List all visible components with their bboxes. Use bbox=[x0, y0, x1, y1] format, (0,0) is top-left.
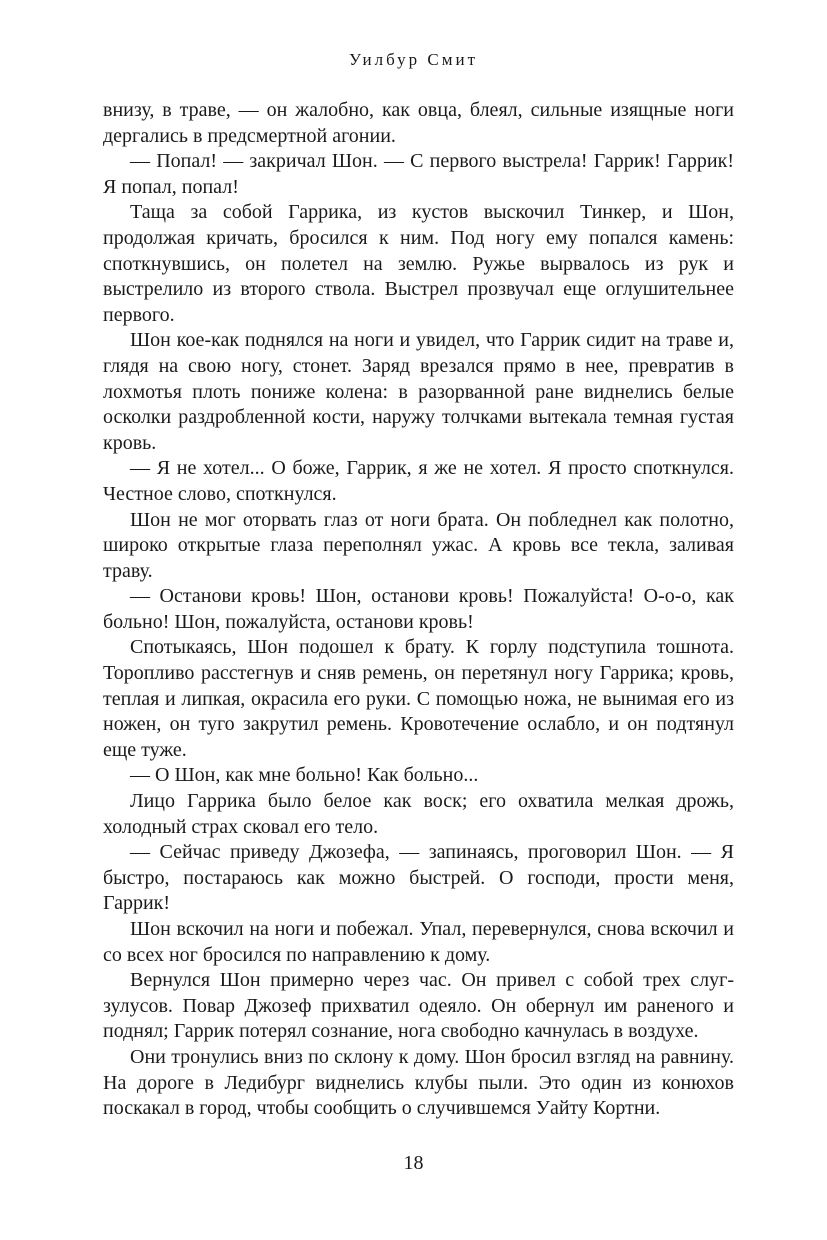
running-title: Уилбур Смит bbox=[349, 50, 478, 69]
paragraph: Шон кое-как поднялся на ноги и увидел, что Гаррик сидит на траве и, глядя на свою ногу, стонет. Заряд врезался прямо в нее, превратив в лохмотья плоть пониже колена: в разорванной ране виднелись белые осколки раздробленной кости, наружу толчками вытекала темная густая кровь. bbox=[103, 329, 734, 454]
page-number: 18 bbox=[403, 1152, 424, 1174]
paragraph: Таща за собой Гаррика, из кустов выскочил Тинкер, и Шон, продолжая кричать, бросился к ним. Под ногу ему попался камень: споткнувшись, он полетел на землю. Ружье вырвалось из рук и выстрелило из второго ствола. Выстрел прозвучал еще оглушительнее первого. bbox=[103, 201, 734, 326]
paragraph: — Останови кровь! Шон, останови кровь! Пожалуйста! О-о-о, как больно! Шон, пожалуйста, останови кровь! bbox=[103, 585, 734, 633]
paragraph: Шон не мог оторвать глаз от ноги брата. Он побледнел как полотно, широко открытые глаза переполнял ужас. А кровь все текла, заливая траву. bbox=[103, 508, 734, 582]
paragraph: — О Шон, как мне больно! Как больно... bbox=[130, 764, 479, 787]
paragraph: Спотыкаясь, Шон подошел к брату. К горлу подступила тошнота. Торопливо расстегнув и сняв ремень, он перетянул ногу Гаррика; кровь, теплая и липкая, окрасила его руки. С помощью ножа, не вынимая его из ножен, он туго закрутил ремень. Кровотечение ослабло, и он подтянул еще туже. bbox=[103, 636, 734, 761]
body-text bbox=[103, 98, 734, 1122]
paragraph: внизу, в траве, — он жалобно, как овца, блеял, сильные изящные ноги дергались в предсмертной агонии. bbox=[103, 99, 734, 147]
paragraph: — Попал! — закричал Шон. — С первого выстрела! Гаррик! Гаррик! Я попал, попал! bbox=[103, 150, 734, 198]
paragraph: Они тронулись вниз по склону к дому. Шон бросил взгляд на равнину. На дороге в Ледибург виднелись клубы пыли. Это один из конюхов поскакал в город, чтобы сообщить о случившемся Уайту Кортни. bbox=[103, 1045, 734, 1120]
paragraph: — Я не хотел... О боже, Гаррик, я же не хотел. Я просто споткнулся. Честное слово, споткнулся. bbox=[103, 457, 734, 505]
paragraph: — Сейчас приведу Джозефа, — запинаясь, проговорил Шон. — Я быстро, постараюсь как можно быстрей. О господи, прости меня, Гаррик! bbox=[103, 841, 734, 915]
paragraph: Шон вскочил на ноги и побежал. Упал, перевернулся, снова вскочил и со всех ног бросился по направлению к дому. bbox=[103, 918, 734, 966]
paragraph: Вернулся Шон примерно через час. Он привел с собой трех слуг-зулусов. Повар Джозеф прихватил одеяло. Он обернул им раненого и поднял; Гаррик потерял сознание, нога свободно качнулась в воздухе. bbox=[103, 969, 734, 1043]
paragraph: Лицо Гаррика было белое как воск; его охватила мелкая дрожь, холодный страх сковал его тело. bbox=[103, 790, 734, 838]
